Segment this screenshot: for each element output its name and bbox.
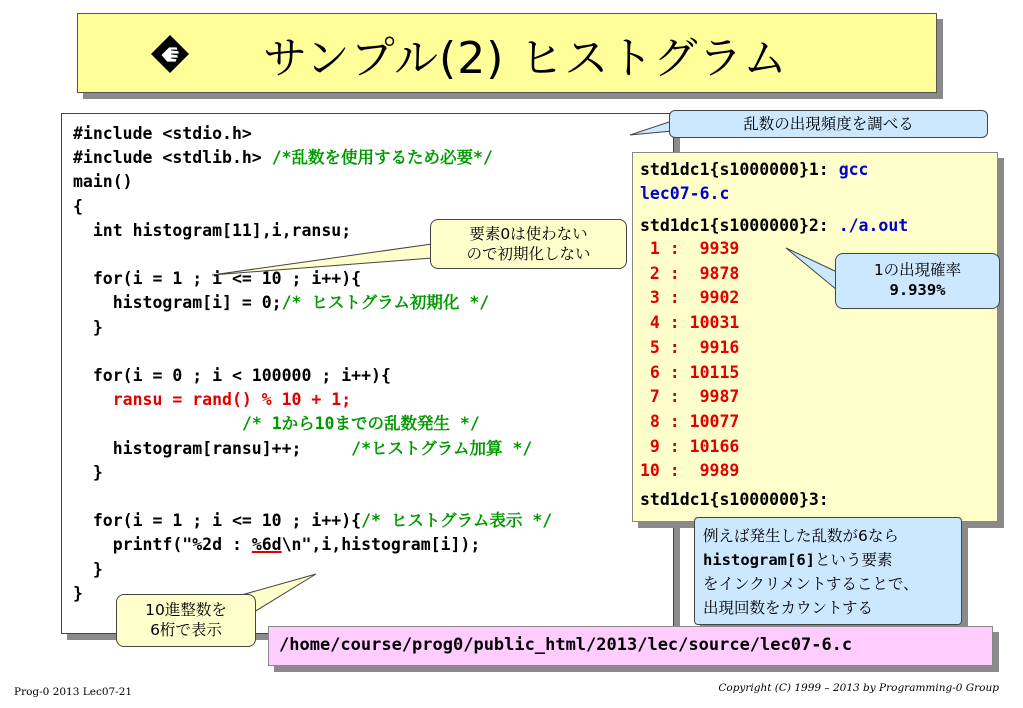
histogram-count: 9916: [679, 337, 740, 357]
histogram-index: 10 :: [640, 461, 680, 481]
terminal-line-run: std1dc1{s1000000}2: ./a.out: [640, 216, 909, 235]
code-text: }: [73, 559, 103, 579]
callout-decimal-line1: 10進整数を: [145, 601, 227, 619]
code-text: #include <stdio.h>: [73, 124, 252, 143]
code-text: for(i = 0 ; i < 100000 ; i++){: [73, 366, 391, 385]
histogram-count: 9987: [679, 387, 740, 407]
code-text: #include <stdlib.h>: [73, 148, 272, 168]
callout-frequency: 乱数の出現頻度を調べる: [669, 110, 988, 138]
callout-probability-line1: 1の出現確率: [873, 261, 962, 279]
code-text: }: [73, 317, 103, 337]
code-text: for(i = 1 ; i <= 10 ; i++){: [73, 269, 362, 289]
histogram-count: 9939: [679, 239, 740, 258]
code-text: histogram[ransu]++;: [73, 438, 352, 458]
code-text: {: [73, 196, 83, 216]
callout-elem0-pointer: [212, 244, 432, 275]
callout-element-zero: [430, 219, 627, 269]
histogram-index: 1 :: [640, 239, 680, 258]
histogram-index: 6 :: [640, 362, 680, 382]
code-text: for(i = 1 ; i <= 10 ; i++){: [73, 511, 362, 531]
callout-example: [694, 517, 962, 625]
histogram-index: 4 :: [640, 313, 680, 333]
callout-decimal-line2: 6桁で表示: [150, 621, 222, 639]
code-text: }: [73, 583, 83, 603]
code-text: printf("%2d :: [73, 535, 252, 555]
callout-example-line3: をインクリメントすることで、: [703, 575, 919, 593]
histogram-index: 7 :: [640, 387, 680, 407]
code-comment: /*ヒストグラム加算 */: [351, 438, 533, 458]
callout-decimal-format: [116, 594, 256, 647]
code-text: histogram[i] = 0;: [73, 293, 282, 313]
histogram-index: 2 :: [640, 263, 680, 283]
terminal-line-compile-file: lec07-6.c: [640, 184, 730, 203]
terminal-line-compile: std1dc1{s1000000}1: gcc: [640, 160, 869, 179]
callout-example-line1: 例えば発生した乱数が6なら: [703, 527, 899, 545]
callout-example-line2: histogram[6]という要素: [703, 551, 893, 569]
code-text: \n",i,histogram[i]);: [281, 535, 481, 555]
histogram-count: 10031: [679, 313, 740, 333]
code-text: ransu = rand() % 10 + 1;: [73, 390, 352, 410]
histogram-count: 9902: [679, 288, 740, 308]
footer-slide-id: Prog-0 2013 Lec07-21: [14, 686, 133, 698]
histogram-index: 9 :: [640, 436, 680, 456]
histogram-count: 9878: [679, 263, 740, 283]
page-title: サンプル(2) ヒストグラム: [263, 33, 789, 84]
callout-element-zero-line1: 要素0は使わない: [469, 225, 588, 243]
callout-probability: [835, 253, 1000, 309]
code-comment: /* ヒストグラム初期化 */: [281, 293, 490, 313]
terminal-line-prompt: std1dc1{s1000000}3:: [640, 490, 829, 509]
source-path-bar: [268, 626, 993, 666]
callout-probability-value: 9.939%: [889, 281, 946, 299]
code-text: }: [73, 462, 103, 482]
histogram-index: 5 :: [640, 337, 680, 357]
histogram-count: 10115: [679, 362, 740, 382]
code-comment: /* ヒストグラム表示 */: [361, 511, 553, 531]
callout-element-zero-line2: ので初期化しない: [466, 245, 591, 263]
histogram-count: 9989: [679, 461, 740, 481]
histogram-index: 8 :: [640, 411, 680, 431]
code-comment: /* 1から10までの乱数発生 */: [241, 414, 480, 434]
callout-top-pointer: [630, 121, 672, 135]
code-text: int histogram[11],i,ransu;: [73, 220, 352, 240]
footer-copyright: Copyright (C) 1999 – 2013 by Programming-0 Group: [718, 682, 999, 694]
histogram-index: 3 :: [640, 288, 680, 308]
callout-example-line4: 出現回数をカウントする: [703, 599, 874, 617]
code-text: main(): [73, 172, 133, 192]
histogram-count: 10166: [679, 436, 740, 456]
source-path: /home/course/prog0/public_html/2013/lec/source/lec07-6.c: [279, 635, 853, 655]
format-specifier: %6d: [251, 535, 282, 555]
code-comment: /*乱数を使用するため必要*/: [271, 148, 493, 168]
histogram-count: 10077: [679, 411, 740, 431]
callout-rate-pointer: [786, 248, 837, 290]
